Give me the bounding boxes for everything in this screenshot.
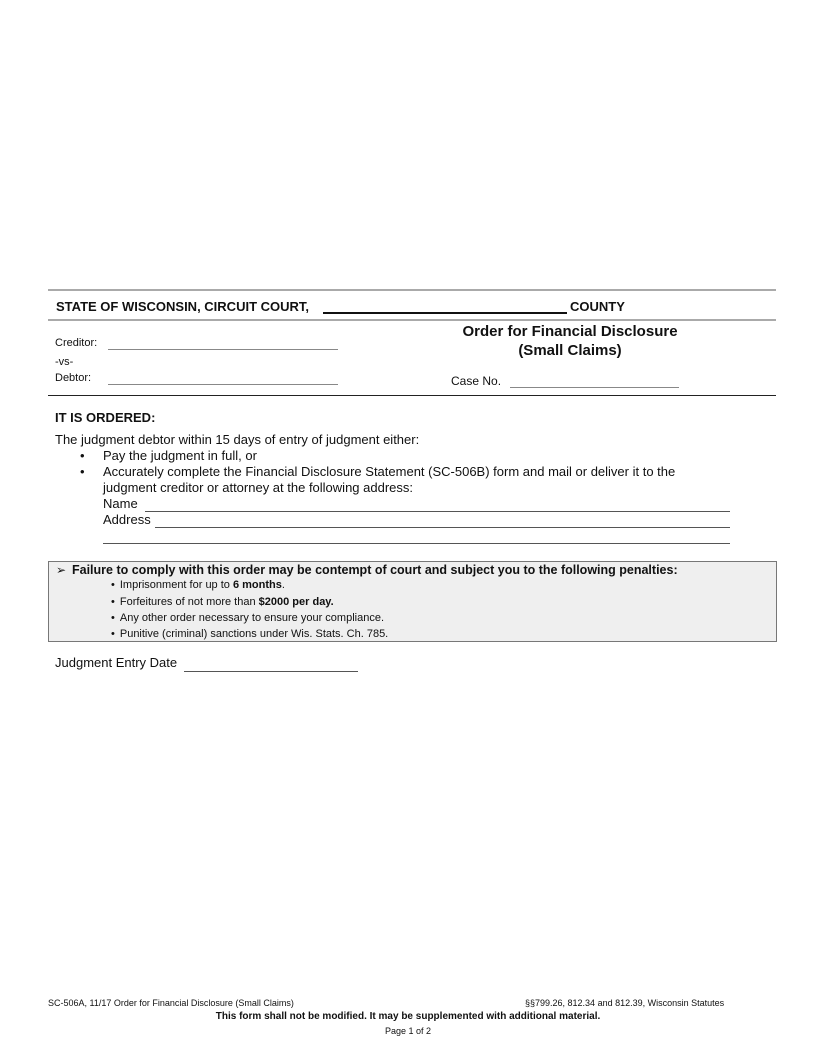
debtor-field[interactable]	[108, 384, 338, 385]
penalties-heading: Failure to comply with this order may be contempt of court and subject you to the following penalties:	[72, 563, 678, 577]
period: .	[281, 579, 285, 591]
penalty-item: • Any other order necessary to ensure your compliance.	[111, 612, 384, 624]
option-pay: Pay the judgment in full, or	[103, 448, 257, 463]
penalty-item	[111, 596, 334, 608]
penalty-bold: $2000 per day.	[258, 596, 334, 608]
form-title: Order for Financial Disclosure	[462, 323, 678, 340]
page-number: Page 1 of 2	[384, 1026, 432, 1036]
order-heading: IT IS ORDERED:	[55, 410, 156, 425]
bullet-icon: •	[80, 448, 85, 463]
name-label: Name	[103, 496, 138, 511]
debtor-label: Debtor:	[55, 372, 92, 384]
statutes: §§799.26, 812.34 and 812.39, Wisconsin Statutes	[525, 998, 725, 1008]
vs-label: -vs-	[55, 356, 74, 368]
form-subtitle: (Small Claims)	[518, 342, 622, 359]
option-disclose-cont: judgment creditor or attorney at the following address:	[103, 480, 414, 495]
penalty-text: Imprisonment for up to	[119, 579, 233, 591]
creditor-label: Creditor:	[55, 337, 98, 349]
judgment-entry-field[interactable]	[184, 671, 358, 672]
creditor-field[interactable]	[108, 349, 338, 350]
name-field[interactable]	[145, 511, 730, 512]
penalty-text: Forfeitures of not more than	[119, 596, 259, 608]
header-divider	[48, 319, 776, 321]
address-field[interactable]	[155, 527, 730, 528]
address-label: Address	[103, 512, 151, 527]
case-no-label: Case No.	[451, 374, 502, 388]
penalty-bold: 6 months	[232, 579, 282, 591]
judgment-entry-label: Judgment Entry Date	[55, 655, 178, 670]
court-heading: STATE OF WISCONSIN, CIRCUIT COURT,	[56, 299, 310, 314]
county-field[interactable]	[323, 312, 567, 314]
modification-notice: This form shall not be modified. It may be supplemented with additional material.	[215, 1011, 601, 1022]
penalty-item	[111, 579, 285, 591]
form-id: SC-506A, 11/17 Order for Financial Disclosure (Small Claims)	[48, 998, 294, 1008]
case-no-field[interactable]	[510, 387, 679, 388]
penalties-box	[48, 561, 777, 642]
arrow-icon: ➢	[56, 563, 67, 577]
penalty-item: • Punitive (criminal) sanctions under Wis. Stats. Ch. 785.	[111, 628, 388, 640]
top-divider	[48, 289, 776, 291]
option-disclose: Accurately complete the Financial Disclosure Statement (SC-506B) form and mail or deliver it to the	[103, 464, 676, 479]
order-intro: The judgment debtor within 15 days of entry of judgment either:	[55, 432, 420, 447]
address-field-line2[interactable]	[103, 543, 730, 544]
county-label: COUNTY	[570, 299, 625, 314]
bullet-icon: •	[80, 464, 85, 479]
section-divider	[48, 395, 776, 396]
